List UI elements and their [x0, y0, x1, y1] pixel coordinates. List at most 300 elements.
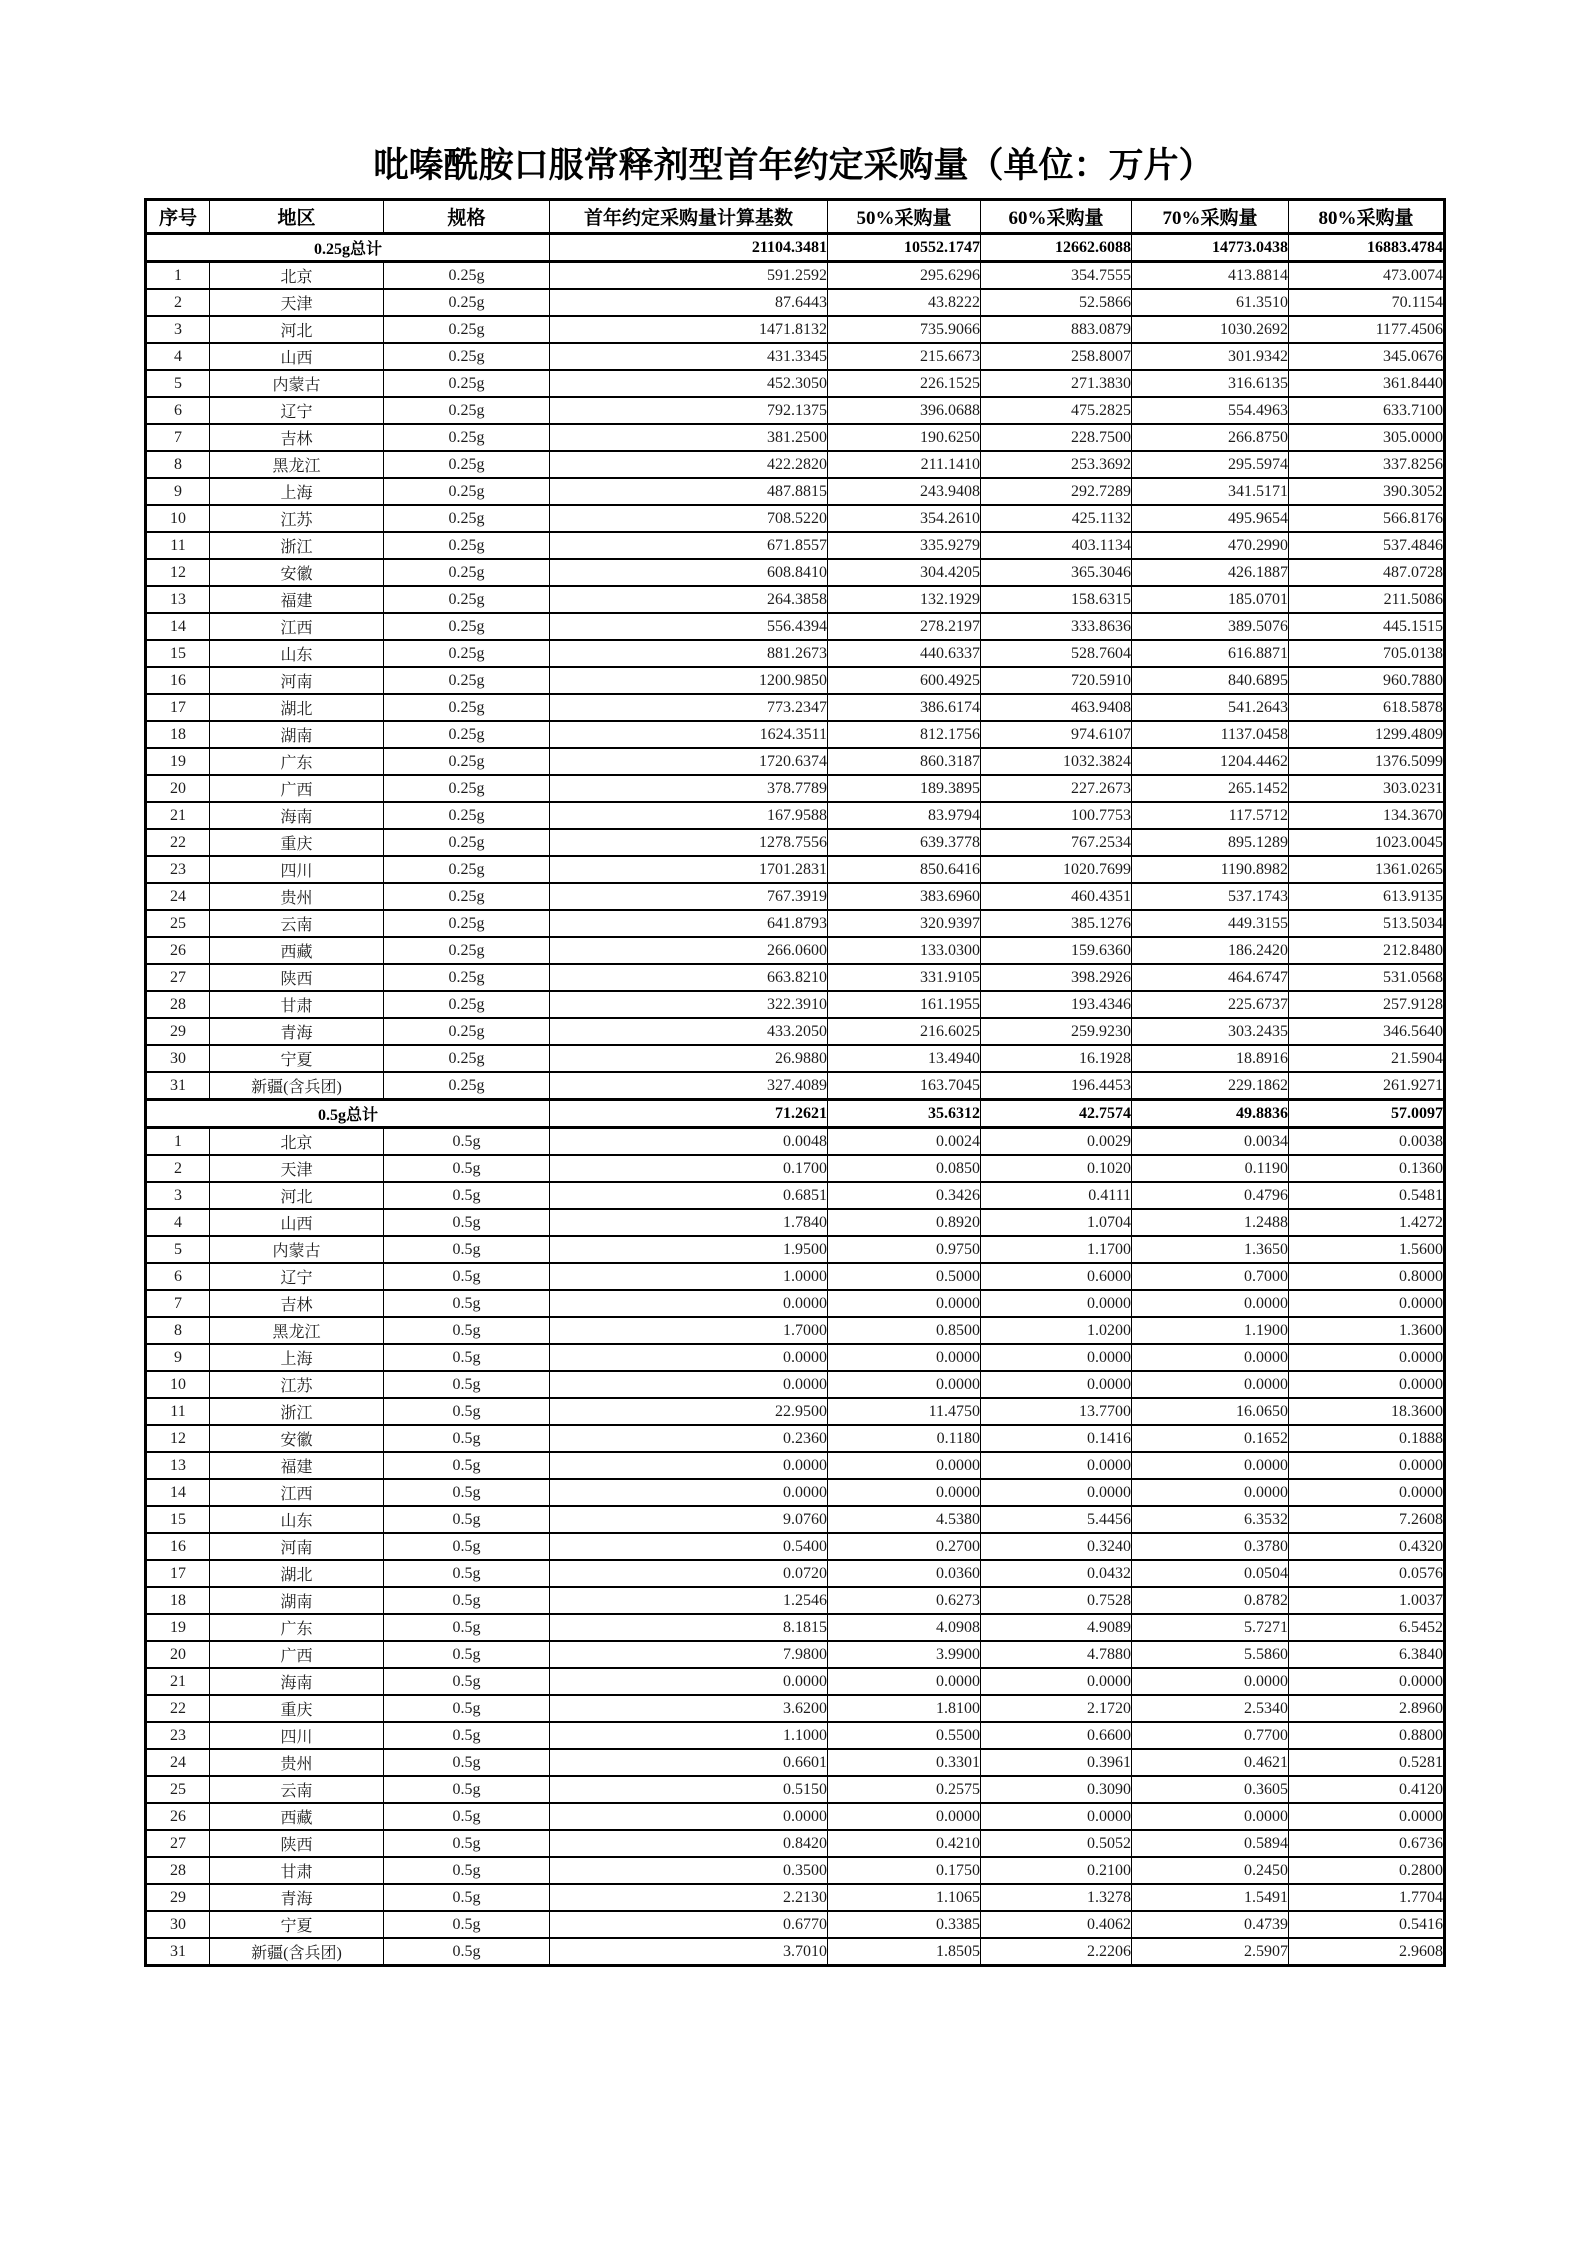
cell-index: 6 — [146, 397, 210, 424]
table-row — [146, 1938, 1445, 1966]
cell-70pct: 895.1289 — [1132, 829, 1289, 856]
cell-80pct: 531.0568 — [1289, 964, 1445, 991]
cell-base: 87.6443 — [550, 289, 828, 316]
cell-region: 宁夏 — [210, 1911, 384, 1938]
cell-region: 辽宁 — [210, 1263, 384, 1290]
cell-base: 9.0760 — [550, 1506, 828, 1533]
cell-50pct: 211.1410 — [828, 451, 981, 478]
cell-base: 1200.9850 — [550, 667, 828, 694]
cell-60pct: 0.0029 — [981, 1128, 1132, 1156]
cell-index: 10 — [146, 505, 210, 532]
cell-80pct: 346.5640 — [1289, 1018, 1445, 1045]
section-summary-label: 0.25g总计 — [146, 234, 550, 262]
cell-80pct: 473.0074 — [1289, 262, 1445, 290]
cell-50pct: 383.6960 — [828, 883, 981, 910]
cell-70pct: 0.5894 — [1132, 1830, 1289, 1857]
cell-spec: 0.5g — [384, 1182, 550, 1209]
cell-region: 河南 — [210, 667, 384, 694]
cell-base: 0.3500 — [550, 1857, 828, 1884]
cell-spec: 0.25g — [384, 532, 550, 559]
cell-60pct: 0.3090 — [981, 1776, 1132, 1803]
cell-spec: 0.25g — [384, 856, 550, 883]
cell-50pct: 3.9900 — [828, 1641, 981, 1668]
cell-spec: 0.25g — [384, 559, 550, 586]
cell-80pct: 0.0000 — [1289, 1668, 1445, 1695]
cell-50pct: 163.7045 — [828, 1072, 981, 1100]
cell-50pct: 0.5000 — [828, 1263, 981, 1290]
table-row — [146, 1587, 1445, 1614]
cell-spec: 0.25g — [384, 478, 550, 505]
cell-index: 30 — [146, 1911, 210, 1938]
cell-region: 甘肃 — [210, 1857, 384, 1884]
cell-80pct: 0.0000 — [1289, 1452, 1445, 1479]
cell-base: 378.7789 — [550, 775, 828, 802]
column-header-spec: 规格 — [384, 200, 550, 234]
cell-80pct: 6.3840 — [1289, 1641, 1445, 1668]
cell-80pct: 0.8000 — [1289, 1263, 1445, 1290]
summary-value-50pct: 10552.1747 — [828, 234, 981, 262]
cell-index: 12 — [146, 559, 210, 586]
table-row — [146, 478, 1445, 505]
summary-value-80pct: 57.0097 — [1289, 1100, 1445, 1128]
cell-60pct: 2.1720 — [981, 1695, 1132, 1722]
cell-spec: 0.5g — [384, 1614, 550, 1641]
cell-base: 0.6770 — [550, 1911, 828, 1938]
cell-region: 广东 — [210, 1614, 384, 1641]
cell-60pct: 398.2926 — [981, 964, 1132, 991]
cell-base: 1.2546 — [550, 1587, 828, 1614]
cell-70pct: 5.7271 — [1132, 1614, 1289, 1641]
cell-60pct: 475.2825 — [981, 397, 1132, 424]
cell-80pct: 537.4846 — [1289, 532, 1445, 559]
cell-region: 天津 — [210, 1155, 384, 1182]
cell-70pct: 389.5076 — [1132, 613, 1289, 640]
cell-60pct: 0.0000 — [981, 1371, 1132, 1398]
cell-index: 26 — [146, 1803, 210, 1830]
cell-spec: 0.25g — [384, 667, 550, 694]
cell-60pct: 228.7500 — [981, 424, 1132, 451]
cell-60pct: 0.3240 — [981, 1533, 1132, 1560]
cell-spec: 0.5g — [384, 1290, 550, 1317]
cell-region: 广西 — [210, 1641, 384, 1668]
cell-spec: 0.5g — [384, 1911, 550, 1938]
cell-50pct: 0.3385 — [828, 1911, 981, 1938]
cell-80pct: 1361.0265 — [1289, 856, 1445, 883]
cell-80pct: 1.5600 — [1289, 1236, 1445, 1263]
cell-spec: 0.5g — [384, 1452, 550, 1479]
summary-value-60pct: 42.7574 — [981, 1100, 1132, 1128]
cell-70pct: 2.5907 — [1132, 1938, 1289, 1966]
cell-region: 甘肃 — [210, 991, 384, 1018]
cell-70pct: 266.8750 — [1132, 424, 1289, 451]
cell-50pct: 0.2700 — [828, 1533, 981, 1560]
table-row — [146, 1344, 1445, 1371]
cell-spec: 0.25g — [384, 991, 550, 1018]
cell-index: 1 — [146, 262, 210, 290]
cell-50pct: 11.4750 — [828, 1398, 981, 1425]
cell-80pct: 0.8800 — [1289, 1722, 1445, 1749]
cell-60pct: 0.6600 — [981, 1722, 1132, 1749]
cell-70pct: 495.9654 — [1132, 505, 1289, 532]
cell-60pct: 354.7555 — [981, 262, 1132, 290]
cell-70pct: 0.0000 — [1132, 1452, 1289, 1479]
cell-70pct: 0.8782 — [1132, 1587, 1289, 1614]
cell-60pct: 259.9230 — [981, 1018, 1132, 1045]
cell-spec: 0.5g — [384, 1263, 550, 1290]
cell-80pct: 618.5878 — [1289, 694, 1445, 721]
table-row — [146, 586, 1445, 613]
cell-base: 0.1700 — [550, 1155, 828, 1182]
cell-spec: 0.25g — [384, 721, 550, 748]
cell-base: 266.0600 — [550, 937, 828, 964]
cell-spec: 0.25g — [384, 964, 550, 991]
cell-70pct: 186.2420 — [1132, 937, 1289, 964]
cell-50pct: 0.6273 — [828, 1587, 981, 1614]
cell-80pct: 390.3052 — [1289, 478, 1445, 505]
cell-base: 327.4089 — [550, 1072, 828, 1100]
cell-80pct: 305.0000 — [1289, 424, 1445, 451]
cell-spec: 0.5g — [384, 1722, 550, 1749]
cell-spec: 0.25g — [384, 775, 550, 802]
cell-60pct: 253.3692 — [981, 451, 1132, 478]
summary-value-60pct: 12662.6088 — [981, 234, 1132, 262]
cell-index: 27 — [146, 1830, 210, 1857]
cell-index: 29 — [146, 1018, 210, 1045]
table-row — [146, 1533, 1445, 1560]
cell-base: 0.0720 — [550, 1560, 828, 1587]
cell-80pct: 1.7704 — [1289, 1884, 1445, 1911]
cell-50pct: 1.1065 — [828, 1884, 981, 1911]
cell-base: 1278.7556 — [550, 829, 828, 856]
cell-70pct: 1.2488 — [1132, 1209, 1289, 1236]
cell-spec: 0.5g — [384, 1398, 550, 1425]
cell-50pct: 0.0000 — [828, 1479, 981, 1506]
table-row — [146, 613, 1445, 640]
cell-80pct: 70.1154 — [1289, 289, 1445, 316]
column-header-region: 地区 — [210, 200, 384, 234]
cell-spec: 0.5g — [384, 1830, 550, 1857]
cell-80pct: 1023.0045 — [1289, 829, 1445, 856]
cell-region: 安徽 — [210, 559, 384, 586]
cell-60pct: 720.5910 — [981, 667, 1132, 694]
table-row — [146, 1425, 1445, 1452]
cell-base: 0.2360 — [550, 1425, 828, 1452]
cell-base: 556.4394 — [550, 613, 828, 640]
cell-70pct: 265.1452 — [1132, 775, 1289, 802]
cell-70pct: 464.6747 — [1132, 964, 1289, 991]
cell-region: 安徽 — [210, 1425, 384, 1452]
cell-spec: 0.25g — [384, 1072, 550, 1100]
cell-70pct: 1204.4462 — [1132, 748, 1289, 775]
cell-index: 31 — [146, 1938, 210, 1966]
cell-60pct: 159.6360 — [981, 937, 1132, 964]
cell-50pct: 190.6250 — [828, 424, 981, 451]
cell-region: 江西 — [210, 613, 384, 640]
cell-region: 青海 — [210, 1884, 384, 1911]
cell-region: 重庆 — [210, 829, 384, 856]
cell-50pct: 215.6673 — [828, 343, 981, 370]
cell-base: 608.8410 — [550, 559, 828, 586]
cell-60pct: 1.0200 — [981, 1317, 1132, 1344]
cell-50pct: 243.9408 — [828, 478, 981, 505]
table-row — [146, 883, 1445, 910]
cell-spec: 0.25g — [384, 613, 550, 640]
table-row — [146, 1290, 1445, 1317]
cell-50pct: 132.1929 — [828, 586, 981, 613]
cell-base: 1720.6374 — [550, 748, 828, 775]
cell-50pct: 0.0000 — [828, 1290, 981, 1317]
cell-region: 辽宁 — [210, 397, 384, 424]
cell-70pct: 225.6737 — [1132, 991, 1289, 1018]
cell-50pct: 354.2610 — [828, 505, 981, 532]
cell-spec: 0.5g — [384, 1776, 550, 1803]
table-row — [146, 694, 1445, 721]
cell-region: 云南 — [210, 1776, 384, 1803]
cell-70pct: 1.5491 — [1132, 1884, 1289, 1911]
cell-spec: 0.5g — [384, 1641, 550, 1668]
cell-50pct: 860.3187 — [828, 748, 981, 775]
cell-spec: 0.25g — [384, 802, 550, 829]
cell-80pct: 566.8176 — [1289, 505, 1445, 532]
cell-region: 黑龙江 — [210, 1317, 384, 1344]
cell-index: 4 — [146, 343, 210, 370]
cell-60pct: 767.2534 — [981, 829, 1132, 856]
cell-50pct: 0.0360 — [828, 1560, 981, 1587]
cell-70pct: 5.5860 — [1132, 1641, 1289, 1668]
cell-80pct: 633.7100 — [1289, 397, 1445, 424]
cell-index: 8 — [146, 1317, 210, 1344]
cell-50pct: 0.1750 — [828, 1857, 981, 1884]
cell-spec: 0.25g — [384, 694, 550, 721]
cell-region: 浙江 — [210, 1398, 384, 1425]
cell-index: 21 — [146, 802, 210, 829]
cell-index: 28 — [146, 991, 210, 1018]
cell-50pct: 812.1756 — [828, 721, 981, 748]
cell-base: 0.6601 — [550, 1749, 828, 1776]
cell-base: 663.8210 — [550, 964, 828, 991]
cell-80pct: 0.0000 — [1289, 1803, 1445, 1830]
cell-60pct: 0.6000 — [981, 1263, 1132, 1290]
cell-80pct: 257.9128 — [1289, 991, 1445, 1018]
cell-50pct: 13.4940 — [828, 1045, 981, 1072]
cell-region: 海南 — [210, 1668, 384, 1695]
cell-70pct: 1190.8982 — [1132, 856, 1289, 883]
cell-70pct: 0.0034 — [1132, 1128, 1289, 1156]
cell-70pct: 0.3780 — [1132, 1533, 1289, 1560]
cell-70pct: 413.8814 — [1132, 262, 1289, 290]
cell-region: 湖南 — [210, 721, 384, 748]
cell-base: 767.3919 — [550, 883, 828, 910]
cell-80pct: 134.3670 — [1289, 802, 1445, 829]
cell-60pct: 0.1020 — [981, 1155, 1132, 1182]
cell-60pct: 0.0432 — [981, 1560, 1132, 1587]
cell-region: 山东 — [210, 1506, 384, 1533]
cell-index: 3 — [146, 316, 210, 343]
cell-index: 13 — [146, 1452, 210, 1479]
cell-index: 7 — [146, 1290, 210, 1317]
cell-index: 16 — [146, 667, 210, 694]
cell-70pct: 1137.0458 — [1132, 721, 1289, 748]
cell-60pct: 1.0704 — [981, 1209, 1132, 1236]
table-row — [146, 370, 1445, 397]
cell-index: 26 — [146, 937, 210, 964]
table-row — [146, 964, 1445, 991]
table-row — [146, 640, 1445, 667]
cell-80pct: 445.1515 — [1289, 613, 1445, 640]
cell-80pct: 1.0037 — [1289, 1587, 1445, 1614]
cell-70pct: 449.3155 — [1132, 910, 1289, 937]
cell-index: 19 — [146, 748, 210, 775]
cell-80pct: 0.0000 — [1289, 1479, 1445, 1506]
cell-index: 2 — [146, 1155, 210, 1182]
table-row — [146, 1776, 1445, 1803]
cell-50pct: 133.0300 — [828, 937, 981, 964]
cell-region: 四川 — [210, 856, 384, 883]
cell-region: 江西 — [210, 1479, 384, 1506]
column-header-50pct: 50%采购量 — [828, 200, 981, 234]
cell-region: 云南 — [210, 910, 384, 937]
cell-index: 12 — [146, 1425, 210, 1452]
table-row — [146, 775, 1445, 802]
table-row — [146, 397, 1445, 424]
cell-70pct: 537.1743 — [1132, 883, 1289, 910]
page-title: 吡嗪酰胺口服常释剂型首年约定采购量（单位：万片） — [373, 146, 1214, 185]
cell-80pct: 0.5281 — [1289, 1749, 1445, 1776]
cell-base: 0.6851 — [550, 1182, 828, 1209]
cell-spec: 0.5g — [384, 1884, 550, 1911]
cell-80pct: 0.1360 — [1289, 1155, 1445, 1182]
cell-region: 黑龙江 — [210, 451, 384, 478]
cell-base: 708.5220 — [550, 505, 828, 532]
cell-base: 0.0000 — [550, 1290, 828, 1317]
cell-base: 773.2347 — [550, 694, 828, 721]
cell-80pct: 0.5416 — [1289, 1911, 1445, 1938]
table-row — [146, 1209, 1445, 1236]
cell-70pct: 426.1887 — [1132, 559, 1289, 586]
cell-index: 5 — [146, 370, 210, 397]
table-row — [146, 262, 1445, 290]
summary-value-50pct: 35.6312 — [828, 1100, 981, 1128]
cell-spec: 0.5g — [384, 1506, 550, 1533]
cell-index: 6 — [146, 1263, 210, 1290]
table-row — [146, 1884, 1445, 1911]
cell-60pct: 0.4111 — [981, 1182, 1132, 1209]
cell-base: 0.0000 — [550, 1803, 828, 1830]
cell-70pct: 616.8871 — [1132, 640, 1289, 667]
cell-70pct: 0.4796 — [1132, 1182, 1289, 1209]
cell-50pct: 396.0688 — [828, 397, 981, 424]
column-header-70pct: 70%采购量 — [1132, 200, 1289, 234]
cell-index: 22 — [146, 829, 210, 856]
cell-region: 陕西 — [210, 964, 384, 991]
cell-index: 16 — [146, 1533, 210, 1560]
cell-base: 1471.8132 — [550, 316, 828, 343]
cell-region: 上海 — [210, 478, 384, 505]
cell-60pct: 13.7700 — [981, 1398, 1132, 1425]
cell-70pct: 229.1862 — [1132, 1072, 1289, 1100]
cell-50pct: 735.9066 — [828, 316, 981, 343]
cell-50pct: 0.9750 — [828, 1236, 981, 1263]
cell-spec: 0.5g — [384, 1560, 550, 1587]
cell-80pct: 1.4272 — [1289, 1209, 1445, 1236]
cell-index: 8 — [146, 451, 210, 478]
cell-50pct: 440.6337 — [828, 640, 981, 667]
cell-80pct: 7.2608 — [1289, 1506, 1445, 1533]
cell-50pct: 216.6025 — [828, 1018, 981, 1045]
cell-index: 18 — [146, 721, 210, 748]
table-row — [146, 1263, 1445, 1290]
cell-70pct: 541.2643 — [1132, 694, 1289, 721]
cell-spec: 0.5g — [384, 1533, 550, 1560]
cell-base: 0.0000 — [550, 1668, 828, 1695]
section-summary-row — [146, 234, 1445, 262]
cell-base: 1.7000 — [550, 1317, 828, 1344]
cell-80pct: 705.0138 — [1289, 640, 1445, 667]
cell-region: 新疆(含兵团) — [210, 1938, 384, 1966]
cell-50pct: 1.8100 — [828, 1695, 981, 1722]
cell-base: 431.3345 — [550, 343, 828, 370]
cell-60pct: 463.9408 — [981, 694, 1132, 721]
cell-base: 0.0000 — [550, 1452, 828, 1479]
cell-index: 15 — [146, 1506, 210, 1533]
cell-80pct: 0.0038 — [1289, 1128, 1445, 1156]
cell-index: 14 — [146, 613, 210, 640]
cell-base: 381.2500 — [550, 424, 828, 451]
cell-50pct: 0.8920 — [828, 1209, 981, 1236]
cell-base: 1.0000 — [550, 1263, 828, 1290]
table-row — [146, 910, 1445, 937]
table-row — [146, 1018, 1445, 1045]
cell-50pct: 600.4925 — [828, 667, 981, 694]
cell-50pct: 386.6174 — [828, 694, 981, 721]
cell-spec: 0.25g — [384, 289, 550, 316]
summary-value-70pct: 14773.0438 — [1132, 234, 1289, 262]
cell-spec: 0.25g — [384, 370, 550, 397]
cell-spec: 0.25g — [384, 316, 550, 343]
cell-base: 1624.3511 — [550, 721, 828, 748]
cell-spec: 0.5g — [384, 1128, 550, 1156]
cell-region: 贵州 — [210, 1749, 384, 1776]
cell-index: 10 — [146, 1371, 210, 1398]
cell-spec: 0.25g — [384, 451, 550, 478]
cell-80pct: 18.3600 — [1289, 1398, 1445, 1425]
cell-60pct: 158.6315 — [981, 586, 1132, 613]
cell-index: 24 — [146, 883, 210, 910]
cell-index: 21 — [146, 1668, 210, 1695]
table-row — [146, 748, 1445, 775]
cell-region: 山东 — [210, 640, 384, 667]
cell-60pct: 4.7880 — [981, 1641, 1132, 1668]
cell-50pct: 0.3301 — [828, 1749, 981, 1776]
cell-80pct: 960.7880 — [1289, 667, 1445, 694]
cell-60pct: 460.4351 — [981, 883, 1132, 910]
cell-50pct: 0.0000 — [828, 1452, 981, 1479]
cell-50pct: 4.5380 — [828, 1506, 981, 1533]
cell-70pct: 0.4621 — [1132, 1749, 1289, 1776]
cell-80pct: 2.9608 — [1289, 1938, 1445, 1966]
cell-region: 宁夏 — [210, 1045, 384, 1072]
summary-value-70pct: 49.8836 — [1132, 1100, 1289, 1128]
table-row — [146, 802, 1445, 829]
table-row — [146, 1182, 1445, 1209]
table-row — [146, 1506, 1445, 1533]
cell-base: 22.9500 — [550, 1398, 828, 1425]
cell-60pct: 403.1134 — [981, 532, 1132, 559]
cell-region: 内蒙古 — [210, 1236, 384, 1263]
cell-region: 贵州 — [210, 883, 384, 910]
cell-80pct: 0.4320 — [1289, 1533, 1445, 1560]
cell-index: 24 — [146, 1749, 210, 1776]
